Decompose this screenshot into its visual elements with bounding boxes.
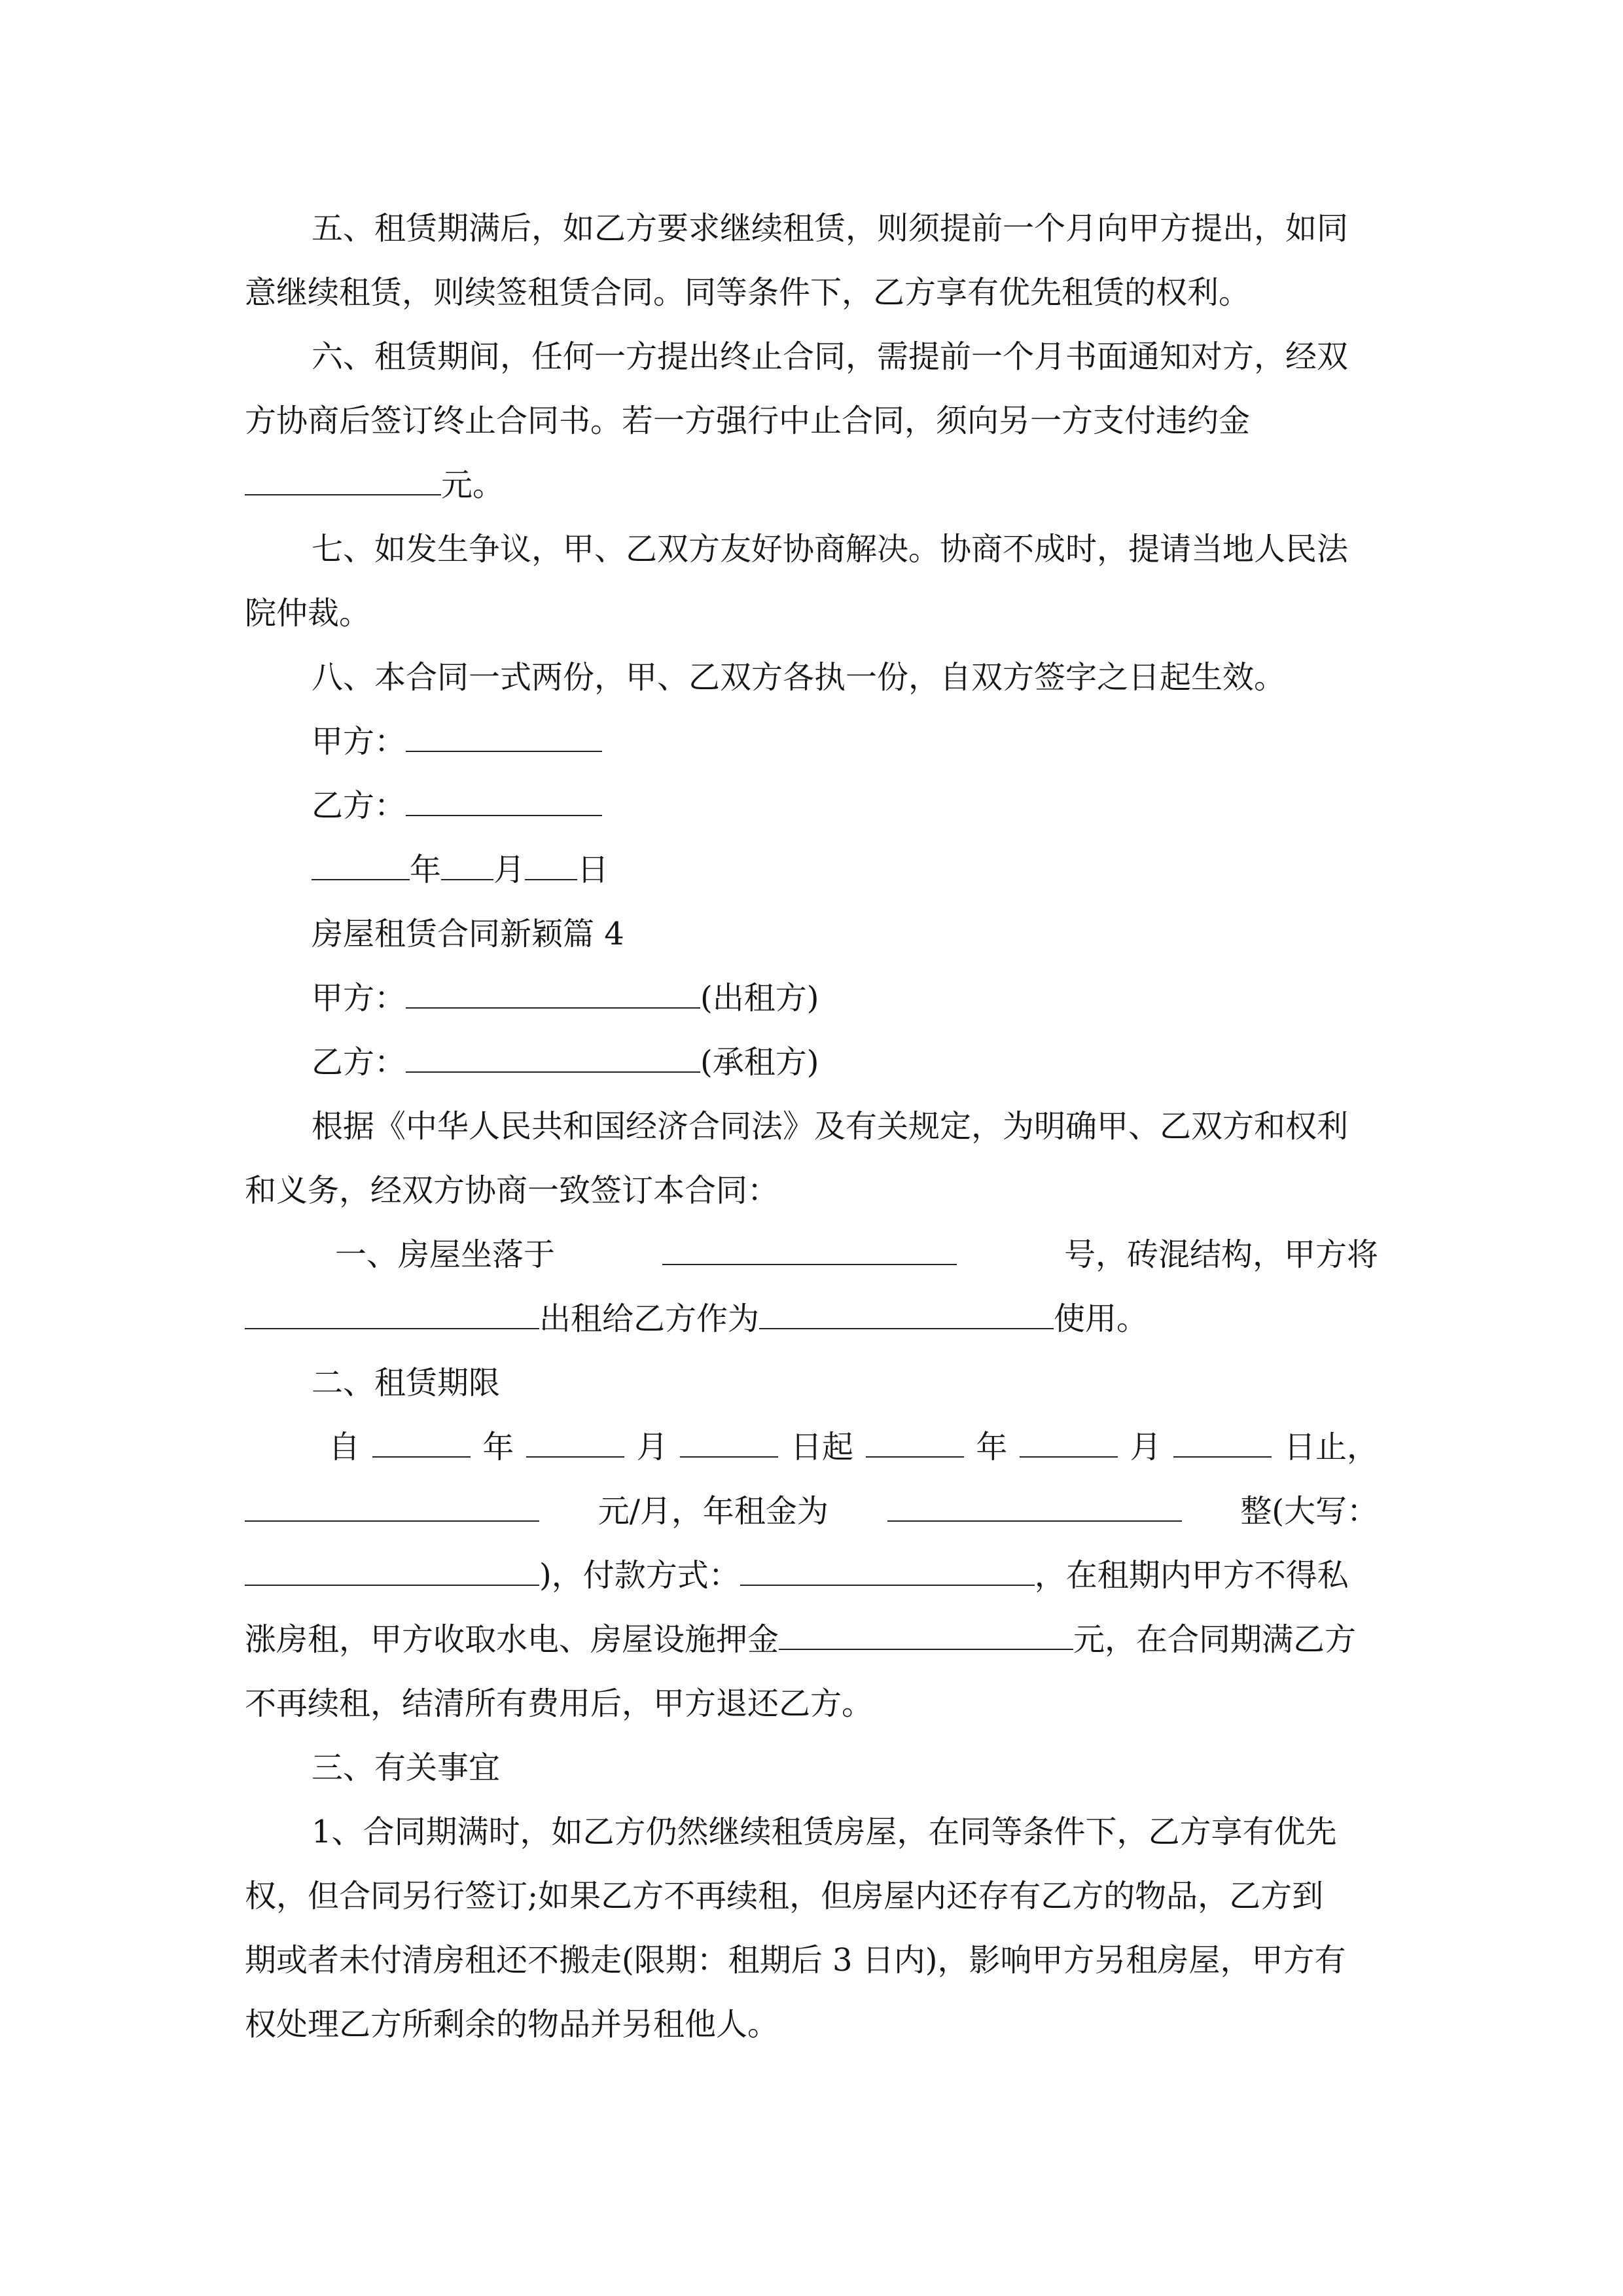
section-3-line-1: 1、合同期满时，如乙方仍然继续租赁房屋，在同等条件下，乙方享有优先 bbox=[312, 1814, 1337, 1850]
start-year-blank[interactable] bbox=[372, 1430, 471, 1458]
signature-party-a bbox=[245, 709, 1378, 774]
annual-rent-label: 元/月，年租金为 bbox=[597, 1493, 829, 1530]
deposit-label: 涨房租，甲方收取水电、房屋设施押金 bbox=[245, 1621, 779, 1658]
clause-6-line-1: 六、租赁期间，任何一方提出终止合同，需提前一个月书面通知对方，经双 bbox=[312, 338, 1349, 375]
lessee-line bbox=[245, 1030, 1378, 1094]
intro-line-2: 和义务，经双方协商一致签订本合同： bbox=[245, 1172, 779, 1209]
structure-text: 号，砖混结构，甲方将 bbox=[1063, 1236, 1378, 1273]
penalty-blank[interactable] bbox=[245, 468, 441, 495]
payment-method-label: )，付款方式： bbox=[539, 1557, 740, 1594]
deposit-line bbox=[245, 1607, 1378, 1672]
clause-5-line-2: 意继续租赁，则续签租赁合同。同等条件下，乙方享有优先租赁的权利。 bbox=[245, 274, 1251, 311]
date-year-blank[interactable] bbox=[312, 853, 410, 880]
deposit-tail: 元，在合同期满乙方 bbox=[1073, 1621, 1357, 1658]
section-4-title: 房屋租赁合同新颖篇 4 bbox=[312, 916, 624, 952]
use-label: 使用。 bbox=[1054, 1300, 1149, 1337]
date-month-label: 月 bbox=[493, 852, 526, 888]
deposit-blank[interactable] bbox=[779, 1623, 1073, 1650]
lessee-label: 乙方： bbox=[312, 1044, 406, 1081]
section-3-title: 三、有关事宜 bbox=[312, 1749, 501, 1786]
lessee-role: (承租方) bbox=[700, 1044, 819, 1081]
document-page bbox=[245, 196, 1378, 2056]
lessee-blank[interactable] bbox=[406, 1045, 700, 1073]
party-b-blank[interactable] bbox=[406, 789, 602, 816]
lessor-role: (出租方) bbox=[700, 980, 819, 1016]
end-year-blank[interactable] bbox=[866, 1430, 964, 1458]
term-line bbox=[245, 1415, 1378, 1479]
rent-line bbox=[245, 1479, 1378, 1543]
clause-5-line-1: 五、租赁期满后，如乙方要求继续租赁，则须提前一个月向甲方提出，如同 bbox=[312, 210, 1349, 247]
clause-7-line-1: 七、如发生争议，甲、乙双方友好协商解决。协商不成时，提请当地人民法 bbox=[312, 531, 1349, 567]
capital-amount-label: 整(大写： bbox=[1240, 1493, 1378, 1530]
clause-6-line-3 bbox=[245, 453, 1378, 517]
end-month-blank[interactable] bbox=[1020, 1430, 1118, 1458]
payment-line bbox=[245, 1543, 1378, 1607]
refund-line: 不再续租，结清所有费用后，甲方退还乙方。 bbox=[245, 1685, 874, 1722]
lessor-blank[interactable] bbox=[406, 981, 700, 1009]
party-a-blank[interactable] bbox=[406, 725, 602, 752]
capital-amount-blank[interactable] bbox=[245, 1558, 539, 1586]
date-month-blank[interactable] bbox=[441, 853, 493, 880]
section-3-line-3: 期或者未付清房租还不搬走(限期：租期后 3 日内)，影响甲方另租房屋，甲方有 bbox=[245, 1942, 1346, 1979]
premises-blank[interactable] bbox=[245, 1302, 539, 1329]
annual-rent-blank[interactable] bbox=[887, 1494, 1182, 1522]
start-day-blank[interactable] bbox=[680, 1430, 778, 1458]
payment-tail: ，在租期内甲方不得私 bbox=[1034, 1557, 1349, 1594]
lessor-line bbox=[245, 966, 1378, 1030]
purpose-blank[interactable] bbox=[759, 1302, 1054, 1329]
date-day-blank[interactable] bbox=[525, 853, 577, 880]
end-day-blank[interactable] bbox=[1173, 1430, 1272, 1458]
penalty-unit: 元。 bbox=[441, 467, 505, 503]
date-day-label: 日 bbox=[577, 852, 609, 888]
start-month-blank[interactable] bbox=[526, 1430, 624, 1458]
signature-party-b bbox=[245, 774, 1378, 838]
party-a-label: 甲方： bbox=[312, 723, 406, 760]
clause-8: 八、本合同一式两份，甲、乙双方各执一份，自双方签字之日起生效。 bbox=[312, 659, 1286, 696]
location-blank[interactable] bbox=[662, 1238, 957, 1265]
section-2-title: 二、租赁期限 bbox=[312, 1365, 501, 1401]
signature-date bbox=[245, 838, 1378, 902]
start-month-label: 月 bbox=[636, 1429, 668, 1465]
section-3-line-4: 权处理乙方所剩余的物品并另租他人。 bbox=[245, 2006, 779, 2043]
section-1-line-1 bbox=[245, 1223, 1378, 1287]
monthly-rent-blank[interactable] bbox=[245, 1494, 539, 1522]
location-label: 一、房屋坐落于 bbox=[335, 1236, 556, 1273]
start-year-label: 年 bbox=[482, 1429, 514, 1465]
date-year-label: 年 bbox=[410, 852, 442, 888]
clause-7-line-2: 院仲裁。 bbox=[245, 595, 371, 632]
end-month-label: 月 bbox=[1130, 1429, 1162, 1465]
party-b-label: 乙方： bbox=[312, 787, 406, 824]
intro-line-1: 根据《中华人民共和国经济合同法》及有关规定，为明确甲、乙双方和权利 bbox=[312, 1108, 1349, 1145]
lease-purpose-label: 出租给乙方作为 bbox=[539, 1300, 760, 1337]
payment-method-blank[interactable] bbox=[740, 1558, 1035, 1586]
clause-6-line-2: 方协商后签订终止合同书。若一方强行中止合同，须向另一方支付违约金 bbox=[245, 403, 1251, 439]
term-from: 自 bbox=[329, 1429, 361, 1465]
end-day-label: 日止， bbox=[1283, 1429, 1378, 1465]
start-day-label: 日起 bbox=[790, 1429, 853, 1465]
lessor-label: 甲方： bbox=[312, 980, 406, 1016]
section-3-line-2: 权，但合同另行签订;如果乙方不再续租，但房屋内还存有乙方的物品，乙方到 bbox=[245, 1878, 1324, 1914]
section-1-line-2 bbox=[245, 1287, 1378, 1351]
end-year-label: 年 bbox=[976, 1429, 1008, 1465]
